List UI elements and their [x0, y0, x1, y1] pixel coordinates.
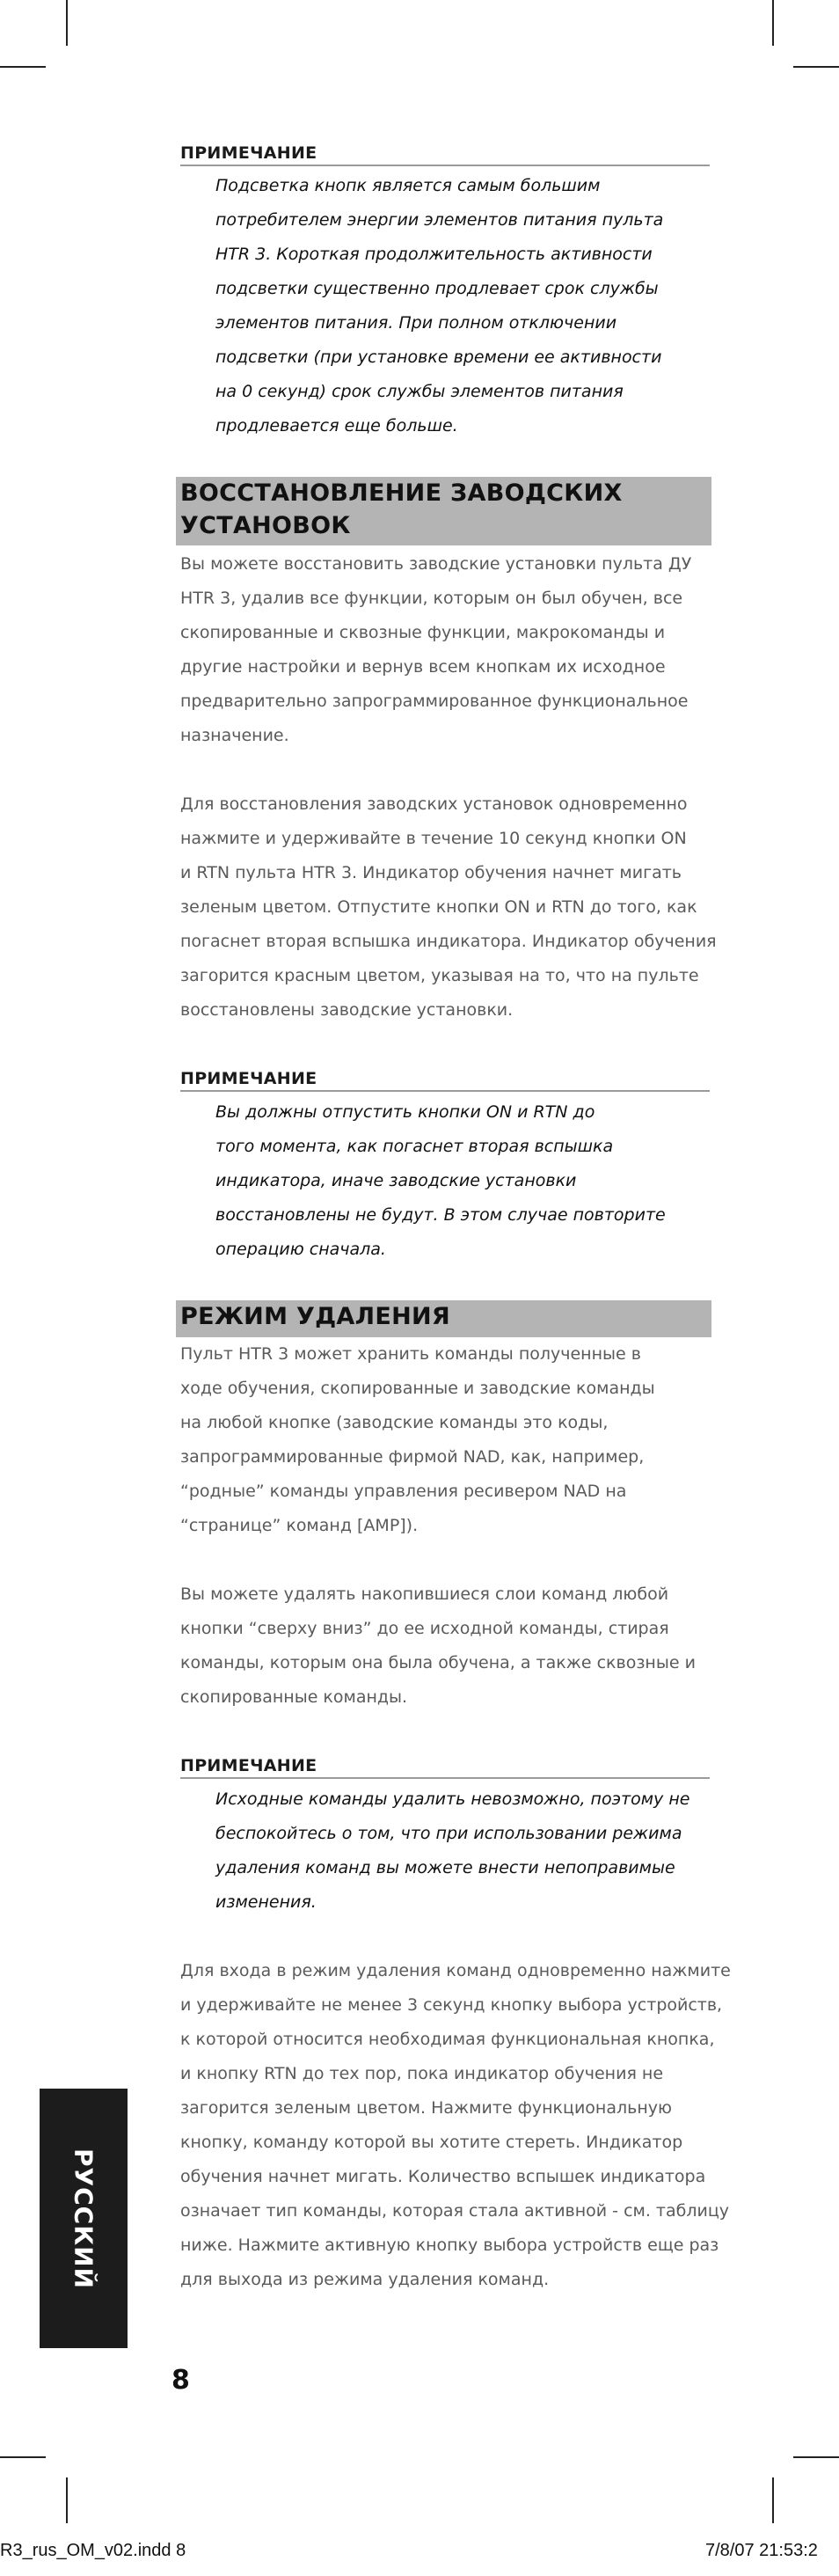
note-line: удаления команд вы можете внести непоправимые	[215, 1858, 675, 1877]
body-line: обучения начнет мигать. Количество вспышек индикатора	[180, 2167, 706, 2186]
date-slug: 7/8/07 21:53:2	[705, 2541, 818, 2560]
body-line: восстановлены заводские установки.	[180, 1000, 514, 1020]
body-line: предварительно запрограммированное функциональное	[180, 692, 689, 711]
note-line: на 0 секунд) срок службы элементов питания	[215, 382, 624, 401]
body-line: для выхода из режима удаления команд.	[180, 2270, 550, 2289]
body-line: Пульт HTR 3 может хранить команды полученные в	[180, 1344, 641, 1364]
language-tab-label: РУССКИЙ	[69, 2148, 98, 2289]
note-line: подсветки существенно продлевает срок службы	[215, 279, 659, 298]
crop-mark	[793, 2456, 839, 2458]
note-line: восстановлены не будут. В этом случае повторите	[215, 1205, 666, 1225]
body-line: Вы можете восстановить заводские установки пульта ДУ	[180, 554, 692, 574]
body-line: к которой относится необходимая функциональная кнопка,	[180, 2030, 715, 2049]
section-heading: РЕЖИМ УДАЛЕНИЯ	[180, 1303, 450, 1330]
crop-mark	[793, 66, 839, 68]
note-line: того момента, как погаснет вторая вспышка	[215, 1137, 614, 1156]
body-line: и кнопку RTN до тех пор, пока индикатор обучения не	[180, 2064, 664, 2083]
crop-mark	[772, 0, 774, 46]
body-line: “странице” команд [AMP]).	[180, 1516, 419, 1535]
note-heading: ПРИМЕЧАНИЕ	[180, 143, 710, 166]
crop-mark	[0, 2456, 46, 2458]
body-line: погаснет вторая вспышка индикатора. Индикатор обучения	[180, 932, 717, 951]
body-line: команды, которым она была обучена, а также сквозные и	[180, 1653, 696, 1672]
body-line: нажмите и удерживайте в течение 10 секунд кнопки ON	[180, 829, 687, 848]
section-heading: УСТАНОВОК	[180, 512, 351, 539]
section-heading: ВОССТАНОВЛЕНИЕ ЗАВОДСКИХ	[180, 479, 623, 507]
note-line: подсветки (при установке времени ее активности	[215, 348, 662, 367]
language-tab	[40, 2089, 128, 2348]
note-line: Подсветка кнопк является самым большим	[215, 176, 601, 195]
body-line: ниже. Нажмите активную кнопку выбора устройств еще раз	[180, 2236, 719, 2255]
crop-mark	[66, 2477, 68, 2523]
body-line: запрограммированные фирмой NAD, как, например,	[180, 1447, 645, 1467]
body-line: загорится зеленым цветом. Нажмите функциональную	[180, 2098, 672, 2118]
file-slug: R3_rus_OM_v02.indd 8	[0, 2541, 186, 2560]
body-line: загорится красным цветом, указывая на то, что на пульте	[180, 966, 699, 985]
note-line: элементов питания. При полном отключении	[215, 313, 617, 333]
body-line: назначение.	[180, 726, 289, 745]
crop-mark	[772, 2477, 774, 2523]
note-line: HTR 3. Короткая продолжительность активности	[215, 245, 653, 264]
note-line: беспокойтесь о том, что при использовании режима	[215, 1824, 682, 1843]
crop-mark	[0, 66, 46, 68]
note-line: операцию сначала.	[215, 1240, 386, 1259]
body-line: Вы можете удалять накопившиеся слои команд любой	[180, 1584, 669, 1604]
body-line: ходе обучения, скопированные и заводские команды	[180, 1379, 655, 1398]
body-line: скопированные команды.	[180, 1687, 408, 1707]
body-line: кнопки “сверху вниз” до ее исходной команды, стирая	[180, 1619, 669, 1638]
body-line: Для восстановления заводских установок одновременно	[180, 794, 688, 814]
body-line: и RTN пульта HTR 3. Индикатор обучения начнет мигать	[180, 863, 682, 882]
body-line: зеленым цветом. Отпустите кнопки ON и RTN до того, как	[180, 897, 697, 917]
body-line: “родные” команды управления ресивером NAD на	[180, 1482, 627, 1501]
body-line: другие настройки и вернув всем кнопкам их исходное	[180, 657, 666, 677]
note-heading: ПРИМЕЧАНИЕ	[180, 1756, 710, 1779]
body-line: и удерживайте не менее 3 секунд кнопку выбора устройств,	[180, 1995, 723, 2015]
note-line: изменения.	[215, 1892, 317, 1912]
body-line: скопированные и сквозные функции, макрокоманды и	[180, 623, 666, 642]
note-line: продлевается еще больше.	[215, 416, 458, 435]
page-number: 8	[171, 2365, 190, 2396]
body-line: Для входа в режим удаления команд одновременно нажмите	[180, 1961, 731, 1980]
body-line: означает тип команды, которая стала активной - см. таблицу	[180, 2201, 730, 2221]
note-line: Вы должны отпустить кнопки ON и RTN до	[215, 1102, 595, 1122]
body-line: кнопку, команду которой вы хотите стереть. Индикатор	[180, 2133, 683, 2152]
note-heading: ПРИМЕЧАНИЕ	[180, 1069, 710, 1092]
note-line: Исходные команды удалить невозможно, поэтому не	[215, 1789, 690, 1809]
body-line: HTR 3, удалив все функции, которым он был обучен, все	[180, 589, 683, 608]
crop-mark	[66, 0, 68, 46]
note-line: индикатора, иначе заводские установки	[215, 1171, 577, 1190]
note-line: потребителем энергии элементов питания пульта	[215, 210, 664, 230]
body-line: на любой кнопке (заводские команды это коды,	[180, 1413, 609, 1432]
